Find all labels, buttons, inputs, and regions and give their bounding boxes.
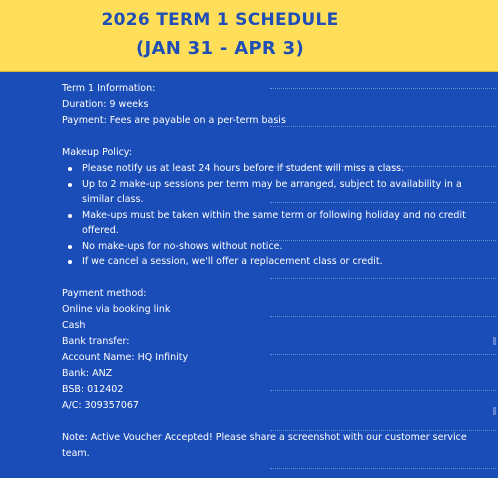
schedule-dates: (JAN 31 - APR 3) [135, 38, 305, 59]
payment-cash: Cash [62, 319, 86, 331]
header-banner [0, 0, 498, 72]
policy-item: Make-ups must be taken within the same term or following holiday and no credit offered. [62, 208, 472, 239]
dotted-rule [270, 468, 496, 469]
info-content [62, 81, 472, 462]
edge-marker [493, 407, 496, 415]
account-name: Account Name: HQ Infinity [62, 351, 189, 363]
makeup-policy-heading: Makeup Policy: [62, 147, 132, 158]
term-duration: Duration: 9 weeks [62, 99, 149, 110]
policy-item: Up to 2 make-up sessions per term may be arranged, subject to availability in a similar class. [62, 177, 472, 208]
bsb-number: BSB: 012402 [62, 383, 124, 395]
term-info-heading: Term 1 Information: [62, 83, 156, 94]
bank-name: Bank: ANZ [62, 367, 113, 379]
payment-bank-transfer: Bank transfer: [62, 335, 130, 347]
policy-item: If we cancel a session, we'll offer a replacement class or credit. [62, 254, 472, 270]
payment-method-heading: Payment method: [62, 287, 147, 299]
term-payment: Payment: Fees are payable on a per-term basis [62, 115, 286, 126]
makeup-policy-list [62, 161, 472, 270]
schedule-title: 2026 TERM 1 SCHEDULE [101, 10, 339, 30]
edge-marker [493, 337, 496, 345]
account-number: A/C: 309357067 [62, 399, 139, 411]
payment-online: Online via booking link [62, 303, 171, 315]
voucher-note: Note: Active Voucher Accepted! Please share a screenshot with our customer service team. [62, 431, 467, 459]
policy-item: Please notify us at least 24 hours before if student will miss a class. [62, 161, 472, 177]
policy-item: No make-ups for no-shows without notice. [62, 239, 472, 255]
info-panel [0, 72, 498, 478]
